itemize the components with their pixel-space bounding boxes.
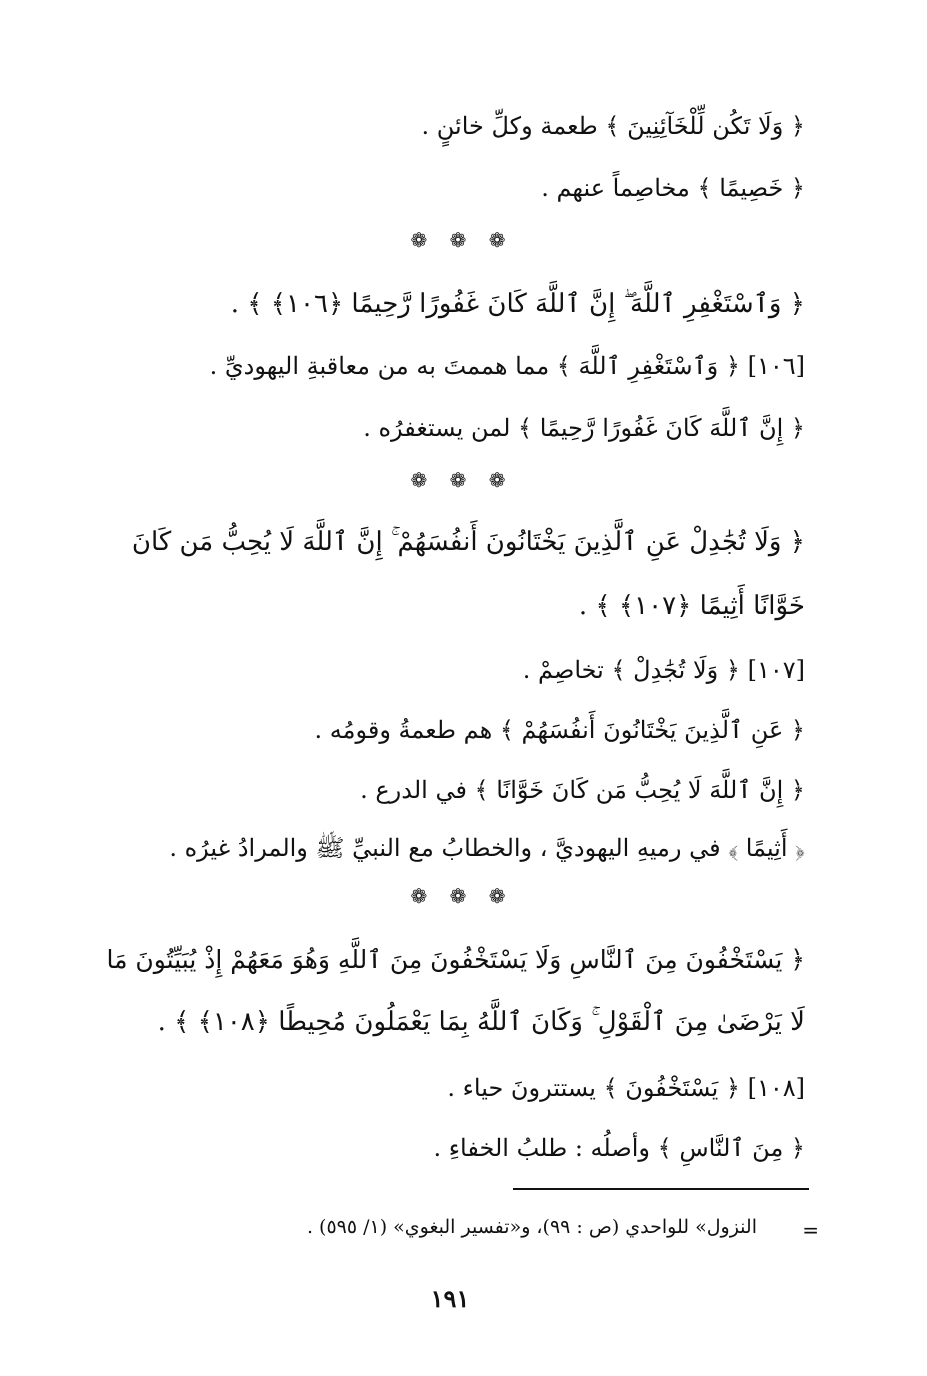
tafsir-107-line-4: ﴿ أَثِيمًا ﴾ في رميهِ اليهوديَّ ، والخطابُ مع النبيِّ ﷺ والمرادُ غيرُه . (169, 834, 805, 862)
tafsir-107-line-1: [١٠٧] ﴿ وَلَا تُجَٰدِلْ ﴾ تخاصِمْ . (522, 656, 805, 684)
verse-108-line-1: ﴿ يَسْتَخْفُونَ مِنَ ٱلنَّاسِ وَلَا يَسْتَخْفُونَ مِنَ ٱللَّهِ وَهُوَ مَعَهُمْ إِذْ يُبَيِّتُونَ مَا (106, 945, 805, 974)
gloss-line-khasiman: ﴿ خَصِيمًا ﴾ مخاصِماً عنهم . (541, 174, 805, 202)
verse-108-line-2: لَا يَرْضَىٰ مِنَ ٱلْقَوْلِ ۚ وَكَانَ ٱللَّهُ بِمَا يَعْمَلُونَ مُحِيطًا ﴿١٠٨﴾ ﴾ . (157, 1007, 805, 1037)
tafsir-108-line-2: ﴿ مِنَ ٱلنَّاسِ ﴾ وأصلُه : طلبُ الخفاءِ . (433, 1134, 805, 1162)
verse-107-line-2: خَوَّانًا أَثِيمًا ﴿١٠٧﴾ ﴾ . (578, 591, 805, 621)
footnote-continuation-mark: = (802, 1218, 819, 1242)
page-number: ١٩١ (430, 1284, 470, 1313)
footnote-separator (513, 1188, 809, 1190)
tafsir-107-line-2: ﴿ عَنِ ٱلَّذِينَ يَخْتَانُونَ أَنفُسَهُمْ ﴾ هم طعمةُ وقومُه . (314, 716, 805, 744)
section-separator: ❁ ❁ ❁ (410, 468, 514, 492)
gloss-line-khaainin: ﴿ وَلَا تَكُن لِّلْخَآئِنِينَ ﴾ طعمة وكلِّ خائنٍ . (421, 112, 805, 140)
section-separator: ❁ ❁ ❁ (410, 228, 514, 252)
section-separator: ❁ ❁ ❁ (410, 884, 514, 908)
tafsir-106-line-2: ﴿ إِنَّ ٱللَّهَ كَانَ غَفُورًا رَّحِيمًا ﴾ لمن يستغفرُه . (363, 414, 805, 442)
tafsir-107-line-3: ﴿ إِنَّ ٱللَّهَ لَا يُحِبُّ مَن كَانَ خَوَّانًا ﴾ في الدرع . (360, 776, 805, 804)
tafsir-106-line-1: [١٠٦] ﴿ وَٱسْتَغْفِرِ ٱللَّهَ ﴾ مما هممتَ به من معاقبةِ اليهوديِّ . (209, 352, 805, 380)
tafsir-108-line-1: [١٠٨] ﴿ يَسْتَخْفُونَ ﴾ يستترونَ حياء . (447, 1074, 805, 1102)
verse-106: ﴿ وَٱسْتَغْفِرِ ٱللَّهَ ۖ إِنَّ ٱللَّهَ كَانَ غَفُورًا رَّحِيمًا ﴿١٠٦﴾ ﴾ . (230, 289, 805, 319)
footnote-text: النزول» للواحدي (ص : ٩٩)، و«تفسير البغوي» (١/ ٥٩٥) . (306, 1216, 757, 1238)
verse-107-line-1: ﴿ وَلَا تُجَٰدِلْ عَنِ ٱلَّذِينَ يَخْتَانُونَ أَنفُسَهُمْ ۚ إِنَّ ٱللَّهَ لَا يُحِبُّ مَن كَانَ (131, 527, 805, 557)
